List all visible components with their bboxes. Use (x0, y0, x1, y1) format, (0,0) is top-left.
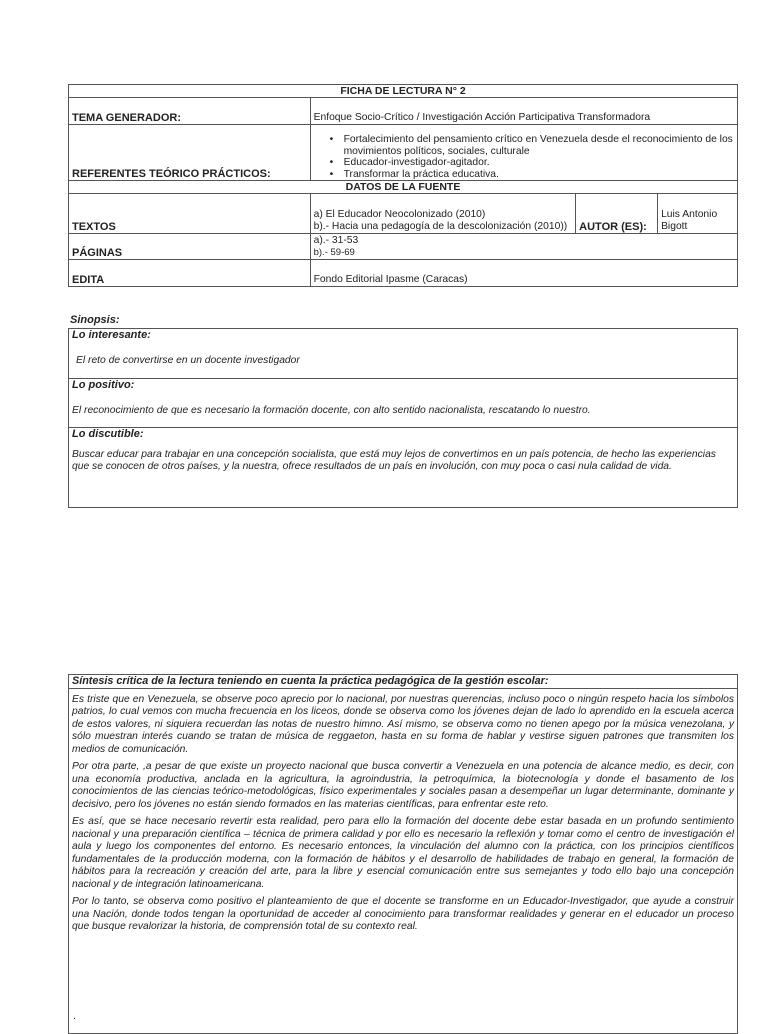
interesante-text: El reto de convertirse en un docente investigador (76, 354, 300, 366)
texto-a: a) El Educador Neocolonizado (2010) (313, 209, 486, 220)
positivo-text: El reconocimiento de que es necesario la formación docente, con alto sentido nacionalista, rescatando lo nuestro. (72, 404, 591, 416)
autor-label: AUTOR (ES): (576, 194, 658, 234)
referente-item: • Fortalecimiento del pensamiento crítico en Venezuela desde el reconocimiento de los movimientos políticos, sociales, culturale (344, 134, 734, 157)
sintesis-title: Síntesis crítica de la lectura teniendo en cuenta la práctica pedagógica de la gestión escolar: (69, 675, 737, 689)
texto-b: b).- Hacia una pedagogía de la descolonización (2010)) (313, 221, 568, 232)
positivo-label: Lo positivo: (72, 379, 135, 391)
paginas-a: a).- 31-53 (313, 235, 359, 246)
edita-value: Fondo Editorial Ipasme (Caracas) (310, 260, 737, 287)
sinopsis-box (68, 328, 738, 508)
ficha-title: FICHA DE LECTURA N° 2 (69, 85, 738, 98)
positivo-section (69, 379, 737, 428)
textos-value (310, 194, 576, 234)
sintesis-paragraph: Por otra parte, ,a pesar de que existe un proyecto nacional que busca convertir a Venezuela en una potencia de alcance medio, es decir, con una economía productiva, anclada en la agricultura, la agroindustria, la petroquímica, la biotecnología y donde el basamento de los conocimientos de las ciencias teórico-metodológicas, físico experimentales y sociales pasan a desempeñar un lugar determinante, dominante y decisivo, pero los jóvenes no están siendo formados en las materias científicas, para enfrentar este reto. (72, 761, 734, 810)
sintesis-paragraph: Por lo tanto, se observa como positivo el planteamiento de que el docente se transforme en un Educador-Investigador, que ayude a construir una Nación, donde todos tengan la oportunidad de acceder al conocimiento para transformar realidades y generar en el educador un proceso que busque revalorizar la historia, de comprensión total de su contexto real. (72, 896, 734, 932)
referentes-cell (310, 125, 737, 181)
paginas-value (310, 234, 737, 260)
interesante-section (69, 329, 737, 379)
discutible-section (69, 428, 737, 474)
referentes-label: REFERENTES TEÓRICO PRÁCTICOS: (69, 125, 311, 181)
paginas-label: PÁGINAS (69, 234, 311, 260)
fuente-title: DATOS DE LA FUENTE (69, 181, 738, 194)
discutible-text: Buscar educar para trabajar en una concepción socialista, que está muy lejos de convertimos en un país potencia, de hecho las experiencias que se conocen de otros países, y la nuestra, ofrece resultados de un país en involución, con muy poca o casi nula calidad de vida. (72, 448, 716, 472)
paginas-b: b).- 59-69 (313, 247, 355, 258)
sintesis-paragraph: Es así, que se hace necesario revertir esta realidad, pero para ello la formación del docente debe estar basada en un profundo sentimiento nacional y una preparación científica – técnica de primera calidad y por ello es necesario la reflexión y tomar como el centro de investigación el aula y luego los componentes del entorno. Es necesario entonces, la vinculación del alumno con la práctica, con los principios científicos fundamentales de la producción moderna, con la formación de hábitos y el desarrollo de habilidades de trabajo en general, la formación de hábitos para la recreación y creación del arte, para la libre y esencial comunicación entre sus semejantes y todo ello bajo una concepción nacional y de integración latinoamericana. (72, 816, 734, 890)
autor-value: Luis Antonio Bigott (658, 194, 738, 234)
discutible-label: Lo discutible: (72, 428, 144, 440)
tema-value: Enfoque Socio-Crítico / Investigación Acción Participativa Transformadora (310, 98, 737, 125)
referente-item: • Educador-investigador-agitador. (344, 157, 734, 169)
ficha-table (68, 84, 738, 287)
tema-label: TEMA GENERADOR: (69, 98, 311, 125)
textos-label: TEXTOS (69, 194, 311, 234)
sintesis-paragraph: Es triste que en Venezuela, se observe poco aprecio por lo nacional, por nuestras querencias, incluso poco o ningún respeto hacia los símbolos patrios, lo cual vemos con mucha frecuencia en los liceos, donde se observa como los jóvenes dejan de lado lo aprendido en la escuela acerca de estos valores, ni siquiera recuerdan las notas de nuestro himno. Así mismo, se observa como no tienen apego por la música venezolana, y sólo muestran interés cuando se tratan de música de reggaeton, hasta en su forma de hablar y vestirse siguen patrones que transmiten los medios de comunicación. (72, 693, 734, 755)
sinopsis-label: Sinopsis: (70, 314, 120, 326)
trailing-dot: . (73, 1010, 77, 1022)
referente-item: • Transformar la práctica educativa. (344, 169, 734, 181)
interesante-label: Lo interesante: (72, 329, 151, 341)
edita-label: EDITA (69, 260, 311, 287)
referentes-list (314, 134, 734, 180)
sintesis-box (68, 674, 738, 1034)
